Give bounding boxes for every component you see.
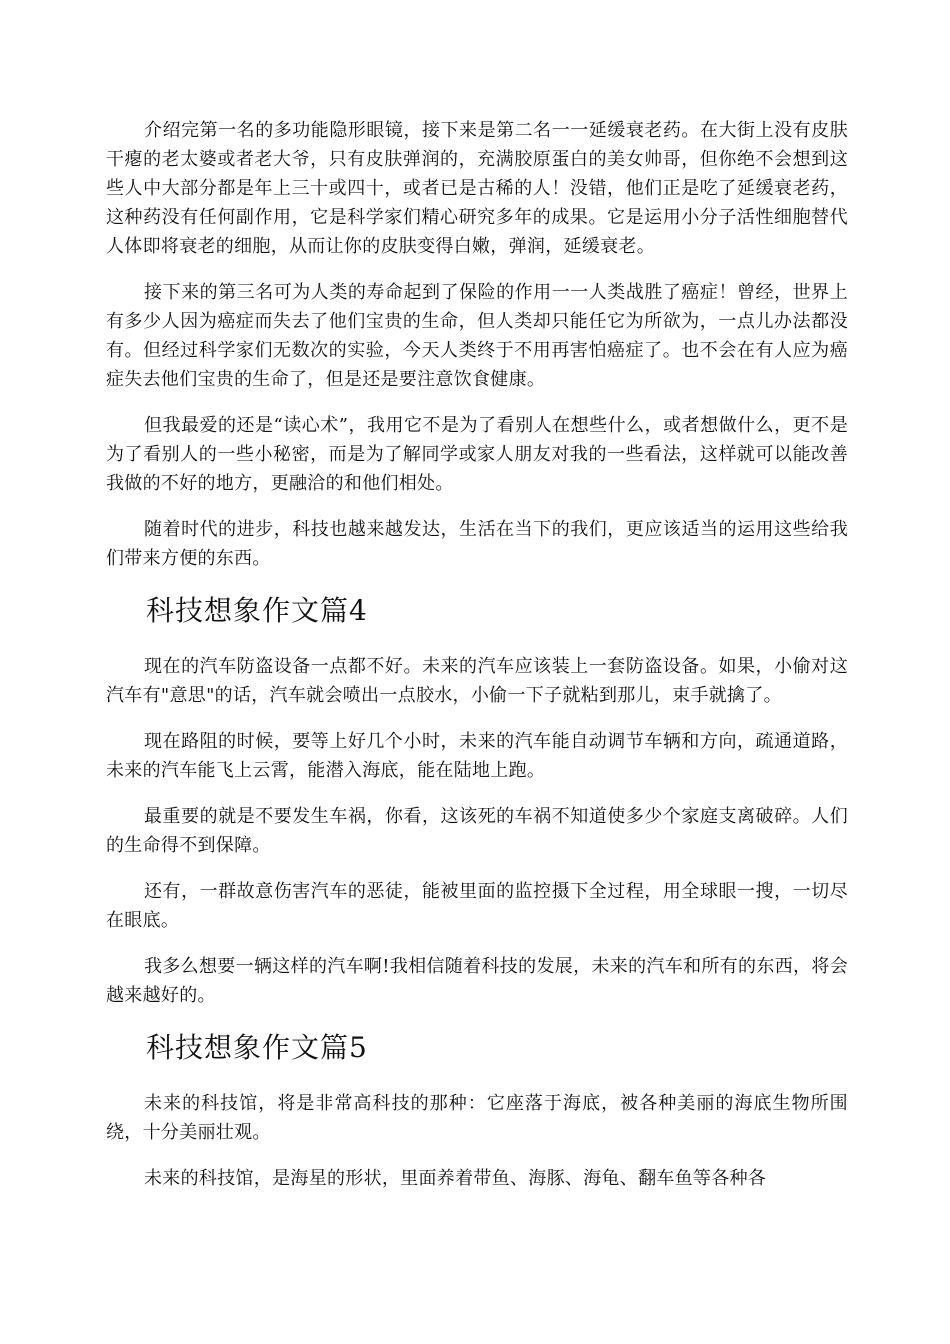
paragraph: 未来的科技馆，是海星的形状，里面养着带鱼、海豚、海龟、翻车鱼等各种各: [144, 1168, 767, 1189]
paragraph: 我多么想要一辆这样的汽车啊!我相信随着科技的发展，未来的汽车和所有的东西，将会越来越好的。: [106, 956, 848, 1006]
section-heading: 科技想象作文篇4: [146, 594, 368, 627]
paragraph: 最重要的就是不要发生车祸，你看，这该死的车祸不知道使多少个家庭支离破碎。人们的生命得不到保障。: [106, 806, 848, 856]
section-heading: 科技想象作文篇5: [146, 1031, 368, 1064]
paragraph: 现在的汽车防盗设备一点都不好。未来的汽车应该装上一套防盗设备。如果，小偷对这汽车有"意思"的话，汽车就会喷出一点胶水，小偷一下子就粘到那儿，束手就擒了。: [106, 656, 848, 706]
document-body: [106, 116, 848, 1210]
paragraph: 但我最爱的还是“读心术”，我用它不是为了看别人在想些什么，或者想做什么，更不是为了看别人的一些小秘密，而是为了解同学或家人朋友对我的一些看法，这样就可以能改善我做的不好的地方，更融洽的和他们相处。: [106, 415, 848, 494]
paragraph: 随着时代的进步，科技也越来越发达，生活在当下的我们，更应该适当的运用这些给我们带来方便的东西。: [106, 519, 848, 569]
paragraph: 现在路阻的时候，要等上好几个小时，未来的汽车能自动调节车辆和方向，疏通道路，未来的汽车能飞上云霄，能潜入海底，能在陆地上跑。: [106, 731, 848, 781]
paragraph: 介绍完第一名的多功能隐形眼镜，接下来是第二名一一延缓衰老药。在大街上没有皮肤干瘪的老太婆或者老大爷，只有皮肤弹润的，充满胶原蛋白的美女帅哥，但你绝不会想到这些人中大部分都是年上三十或四十，或者已是古稀的人！没错，他们正是吃了延缓衰老药，这种药没有任何副作用，它是科学家们精心研究多年的成果。它是运用小分子活性细胞替代人体即将衰老的细胞，从而让你的皮肤变得白嫩，弹润，延缓衰老。: [106, 120, 848, 257]
paragraph: 还有，一群故意伤害汽车的恶徒，能被里面的监控摄下全过程，用全球眼一搜，一切尽在眼底。: [106, 881, 848, 931]
paragraph: 未来的科技馆，将是非常高科技的那种：它座落于海底，被各种美丽的海底生物所围绕，十分美丽壮观。: [106, 1093, 848, 1143]
paragraph: 接下来的第三名可为人类的寿命起到了保险的作用一一人类战胜了癌症！曾经，世界上有多少人因为癌症而失去了他们宝贵的生命，但人类却只能任它为所欲为，一点儿办法都没有。但经过科学家们无数次的实验，今天人类终于不用再害怕癌症了。也不会在有人应为癌症失去他们宝贵的生命了，但是还是要注意饮食健康。: [106, 282, 848, 390]
